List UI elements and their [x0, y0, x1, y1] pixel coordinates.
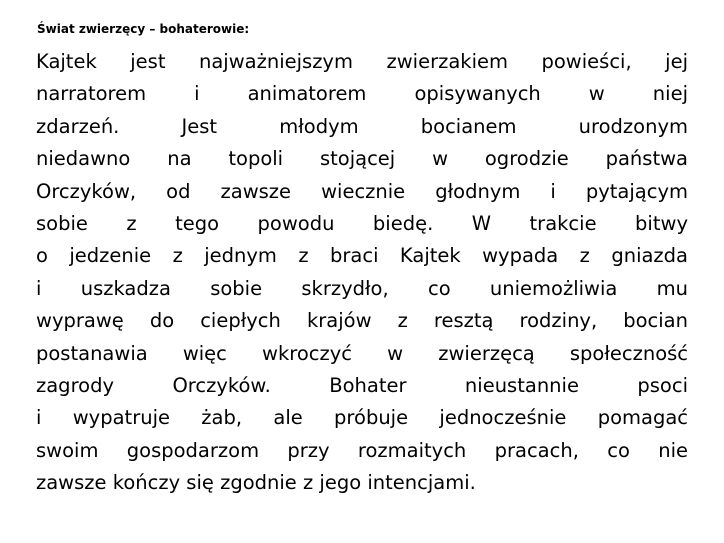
- section-heading: Świat zwierzęcy – bohaterowie:: [37, 22, 250, 36]
- paragraph-line: swoim gospodarzom przy rozmaitych pracach, co nie: [36, 438, 688, 462]
- paragraph-line: sobie z tego powodu biedę. W trakcie bitwy: [36, 211, 688, 235]
- paragraph-line: Orczyków, od zawsze wiecznie głodnym i pytającym: [36, 179, 688, 203]
- paragraph-line: Kajtek jest najważniejszym zwierzakiem powieści, jej: [36, 50, 688, 73]
- paragraph-line: niedawno na topoli stojącej w ogrodzie państwa: [36, 147, 688, 171]
- paragraph-line: zawsze kończy się zgodnie z jego intencjami.: [36, 471, 476, 495]
- paragraph-line: i wypatruje żab, ale próbuje jednocześnie pomagać: [36, 406, 688, 430]
- paragraph-line: zagrody Orczyków. Bohater nieustannie psoci: [36, 373, 688, 397]
- paragraph-line: postanawia więc wkroczyć w zwierzęcą społeczność: [36, 341, 688, 365]
- paragraph-line: i uszkadza sobie skrzydło, co uniemożliwia mu: [36, 276, 688, 300]
- paragraph: [36, 46, 688, 499]
- paragraph-line: zdarzeń. Jest młodym bocianem urodzonym: [36, 114, 688, 138]
- paragraph-line: wyprawę do ciepłych krajów z resztą rodziny, bocian: [36, 309, 688, 333]
- paragraph-line: o jedzenie z jednym z braci Kajtek wypada z gniazda: [36, 244, 688, 268]
- paragraph-line: narratorem i animatorem opisywanych w niej: [36, 82, 688, 106]
